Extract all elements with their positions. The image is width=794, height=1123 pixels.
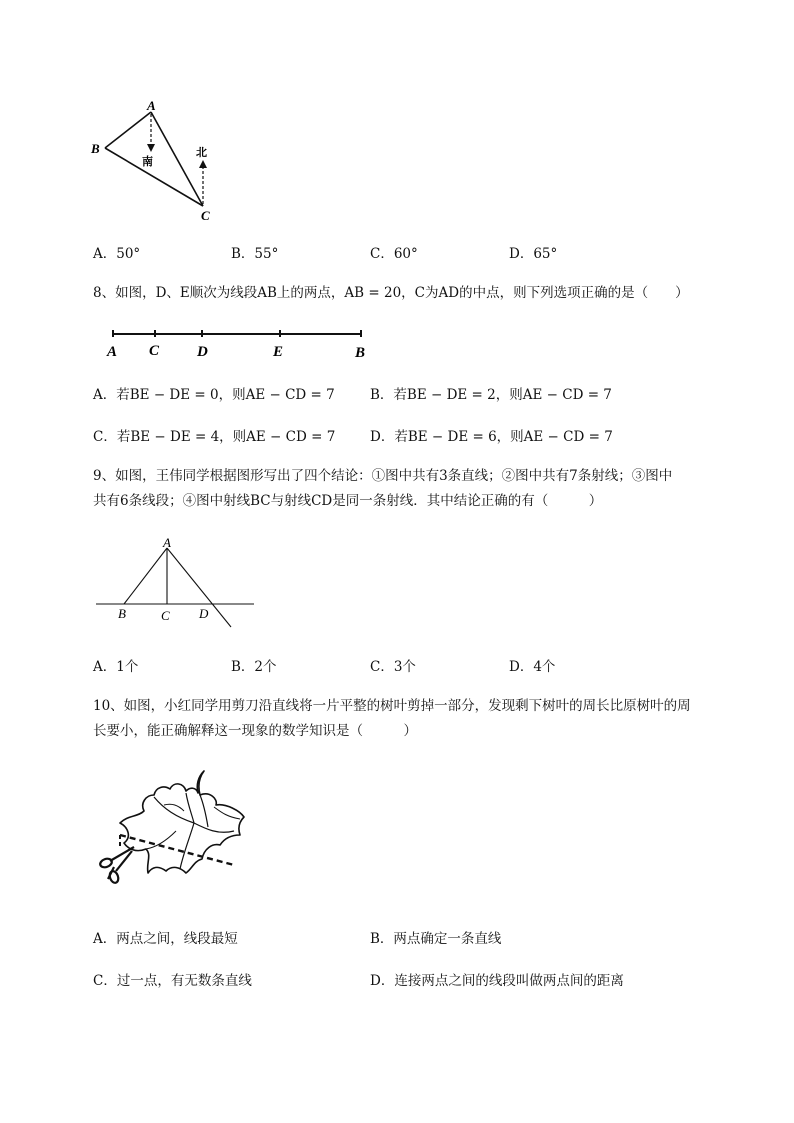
q9-lines-figure [92,534,262,634]
q7-option-a[interactable]: A．50° [93,246,141,262]
q7-option-b[interactable]: B．55° [231,246,279,262]
q8-point-e: E [273,344,284,360]
q9-option-b[interactable]: B．2个 [231,659,277,675]
q8-option-c[interactable]: C．若BE − DE = 4，则AE − CD = 7 [93,429,336,445]
q8-point-d: D [197,344,208,360]
q7-label-south: 南 [142,156,153,168]
q10-option-b[interactable]: B．两点确定一条直线 [370,931,502,947]
q10-stem-line2: 长要小，能正确解释这一现象的数学知识是（ ） [93,723,417,739]
q10-option-c[interactable]: C．过一点，有无数条直线 [93,973,252,989]
q8-point-c: C [149,343,160,359]
q8-option-b[interactable]: B．若BE − DE = 2，则AE − CD = 7 [370,387,612,403]
q10-stem-line1: 10、如图，小红同学用剪刀沿直线将一片平整的树叶剪掉一部分，发现剩下树叶的周长比原树叶的周 [93,698,691,714]
q10-option-d[interactable]: D．连接两点之间的线段叫做两点间的距离 [370,973,624,989]
leaf-icon [120,771,244,873]
q9-option-d[interactable]: D．4个 [509,659,556,675]
q7-label-north: 北 [196,147,207,159]
q8-option-d[interactable]: D．若BE − DE = 6，则AE − CD = 7 [370,429,613,445]
q9-stem-line1: 9、如图，王伟同学根据图形写出了四个结论：①图中共有3条直线；②图中共有7条射线；③图中 [93,468,673,484]
q9-label-d: D [199,606,209,621]
q9-stem-line2: 共有6条线段；④图中射线BC与射线CD是同一条射线．其中结论正确的有（ ） [93,493,603,509]
q7-label-a: A [147,98,156,113]
q9-label-c: C [161,608,170,623]
q9-label-b: B [118,606,126,621]
q8-stem: 8、如图，D、E顺次为线段AB上的两点，AB = 20，C为AD的中点，则下列选项正确的是（ ） [93,285,689,301]
q7-label-c: C [201,208,210,223]
scissors-icon [99,847,134,884]
q7-triangle-figure [85,98,225,223]
q10-option-a[interactable]: A．两点之间，线段最短 [93,931,238,947]
q8-point-b: B [355,345,366,361]
q7-option-c[interactable]: C．60° [370,246,418,262]
q8-point-a: A [107,344,118,360]
q8-segment-figure [100,324,380,364]
q7-option-d[interactable]: D．65° [509,246,558,262]
q8-option-a[interactable]: A．若BE − DE = 0，则AE − CD = 7 [93,387,335,403]
q9-label-a: A [163,535,171,550]
q9-option-a[interactable]: A．1个 [93,659,139,675]
q9-option-c[interactable]: C．3个 [370,659,416,675]
q10-leaf-scissors-figure [94,765,254,895]
q7-label-b: B [91,141,100,156]
